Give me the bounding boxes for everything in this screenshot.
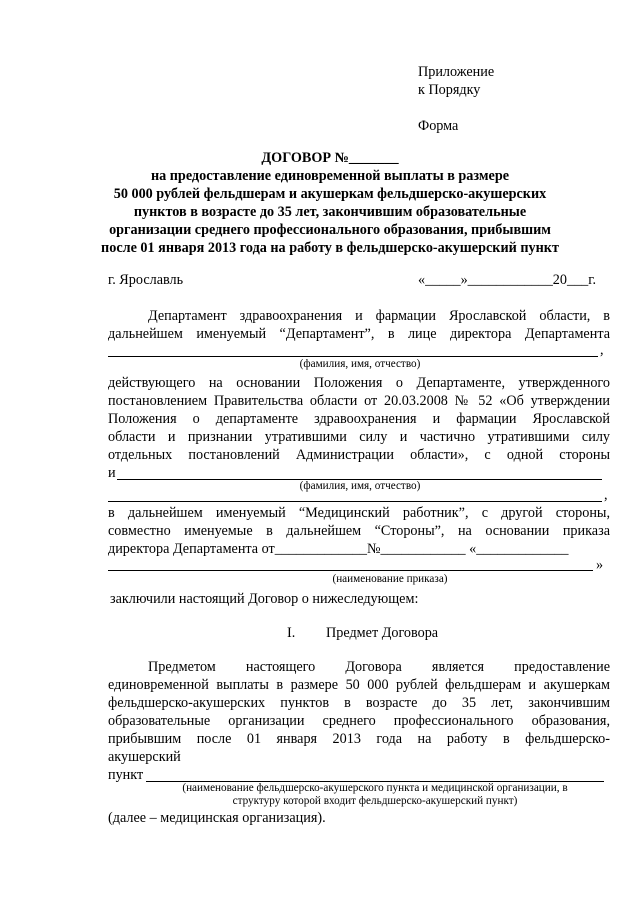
section-text-line: (далее – медицинская организация).	[108, 810, 326, 826]
section-text-line: пункт	[108, 767, 144, 783]
preamble-line: совместно именуемые в дальнейшем “Стороны”, на основании приказа	[108, 523, 610, 539]
comma: ,	[600, 342, 604, 358]
preamble-line: области и признании утратившими силу и частично утратившими силу	[108, 429, 610, 445]
director-name-field[interactable]	[108, 356, 598, 357]
preamble-line: дальнейшем именуемый “Департамент”, в лице директора Департамента	[108, 326, 610, 342]
contract-subtitle-line: 50 000 рублей фельдшерам и акушеркам фельдшерско-акушерских	[113, 186, 547, 202]
comma: ,	[604, 487, 608, 503]
preamble-line: Департамент здравоохранения и фармации Ярославской области, в	[148, 308, 610, 324]
section-heading: Предмет Договора	[326, 625, 439, 641]
field-hint: структуру которой входит фельдшерско-акушерский пункт)	[232, 795, 518, 807]
appendix-label: Приложение	[418, 64, 495, 80]
field-hint: (фамилия, имя, отчество)	[299, 358, 421, 370]
contract-title: ДОГОВОР №_______	[261, 150, 399, 166]
date-field[interactable]: «_____»____________20___г.	[418, 272, 597, 288]
and-label: и	[108, 465, 116, 481]
worker-name-field-continued[interactable]	[108, 501, 602, 502]
section-text-line: единовременной выплаты в размере 50 000 рублей фельдшерам и акушеркам	[108, 677, 610, 693]
field-hint: (наименование фельдшерско-акушерского пункта и медицинской организации, в	[182, 782, 568, 794]
contract-subtitle-line: на предоставление единовременной выплаты в размере	[150, 168, 510, 184]
section-number: I.	[287, 625, 296, 641]
field-hint: (наименование приказа)	[332, 573, 448, 585]
to-order-label: к Порядку	[418, 82, 481, 98]
preamble-line: в дальнейшем именуемый “Медицинский работник”, с другой стороны,	[108, 505, 610, 521]
city-label: г. Ярославль	[108, 272, 184, 288]
field-hint: (фамилия, имя, отчество)	[299, 480, 421, 492]
quote-close: »	[596, 557, 604, 573]
section-text-line: Предметом настоящего Договора является предоставление	[148, 659, 610, 675]
form-label: Форма	[418, 118, 459, 134]
contract-subtitle-line: после 01 января 2013 года на работу в фельдшерско-акушерский пункт	[101, 240, 559, 256]
section-text-line: прибывшим после 01 января 2013 года на работу в фельдшерско-	[108, 731, 610, 747]
order-details-field[interactable]: директора Департамента от_____________№____________ «_____________	[108, 541, 569, 557]
preamble-line: отдельных постановлений Администрации области», с одной стороны	[108, 447, 610, 463]
order-name-field[interactable]	[108, 570, 593, 571]
contract-subtitle-line: организации среднего профессионального образования, прибывшим	[109, 222, 551, 238]
section-text-line: акушерский	[108, 749, 181, 765]
section-text-line: фельдшерско-акушерских пунктов в возрасте до 35 лет, закончившим	[108, 695, 610, 711]
preamble-line: действующего на основании Положения о Департаменте, утвержденного	[108, 375, 610, 391]
preamble-line: постановлением Правительства области от 20.03.2008 № 52 «Об утверждении	[108, 393, 610, 409]
preamble-line: Положения о департаменте здравоохранения и фармации Ярославской	[108, 411, 610, 427]
contract-subtitle-line: пунктов в возрасте до 35 лет, закончившим образовательные	[133, 204, 527, 220]
section-text-line: образовательные организации среднего профессионального образования,	[108, 713, 610, 729]
concluded-text: заключили настоящий Договор о нижеследующем:	[110, 591, 419, 607]
